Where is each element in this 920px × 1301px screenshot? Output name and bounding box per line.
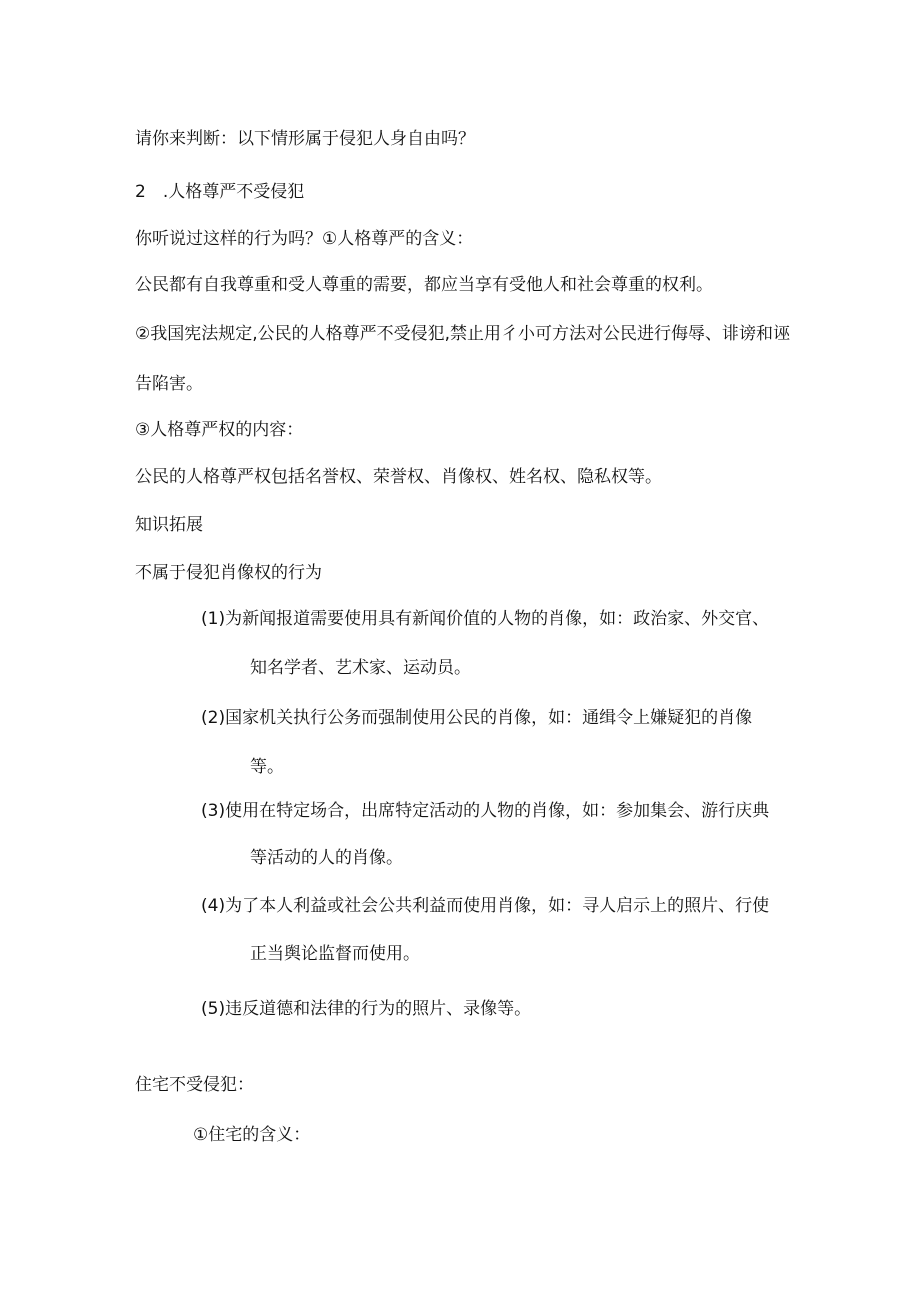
list-item: (2)国家机关执行公务而强制使用公民的肖像，如：通缉令上嫌疑犯的肖像 <box>201 708 753 728</box>
paragraph-line: 公民的人格尊严权包括名誉权、荣誉权、肖像权、姓名权、隐私权等。 <box>135 467 662 487</box>
paragraph-line: 公民都有自我尊重和受人尊重的需要，都应当享有受他人和社会尊重的权利。 <box>135 275 713 295</box>
residence-heading: 住宅不受侵犯： <box>135 1075 254 1095</box>
list-item: (4)为了本人利益或社会公共利益而使用肖像，如：寻人启示上的照片、行使 <box>201 896 770 916</box>
section-heading-dignity: 2 .人格尊严不受侵犯 <box>135 182 305 202</box>
list-item-continuation: 等。 <box>250 757 284 777</box>
list-item: (5)违反道德和法律的行为的照片、录像等。 <box>201 999 532 1019</box>
dignity-meaning-line: 你听说过这样的行为吗？①人格尊严的含义： <box>135 229 474 249</box>
list-item: (1)为新闻报道需要使用具有新闻价值的人物的肖像，如：政治家、外交官、 <box>201 609 770 629</box>
paragraph-line: ②我国宪法规定,公民的人格尊严不受侵犯,禁止用彳小可方法对公民进行侮辱、诽谤和诬 <box>135 324 791 344</box>
list-item-continuation: 知名学者、艺术家、运动员。 <box>250 658 471 678</box>
paragraph-line: 告陷害。 <box>135 374 203 394</box>
knowledge-extension-heading: 知识拓展 <box>135 515 203 535</box>
list-item-continuation: 正当舆论监督而使用。 <box>250 944 420 964</box>
list-item-continuation: 等活动的人的肖像。 <box>250 848 403 868</box>
portrait-right-heading: 不属于侵犯肖像权的行为 <box>135 563 322 583</box>
dignity-content-heading: ③人格尊严权的内容： <box>135 420 304 440</box>
residence-meaning-line: ①住宅的含义： <box>193 1125 311 1145</box>
list-item: (3)使用在特定场合，出席特定活动的人物的肖像，如：参加集会、游行庆典 <box>201 801 770 821</box>
question-line: 请你来判断：以下情形属于侵犯人身自由吗？ <box>135 129 475 149</box>
